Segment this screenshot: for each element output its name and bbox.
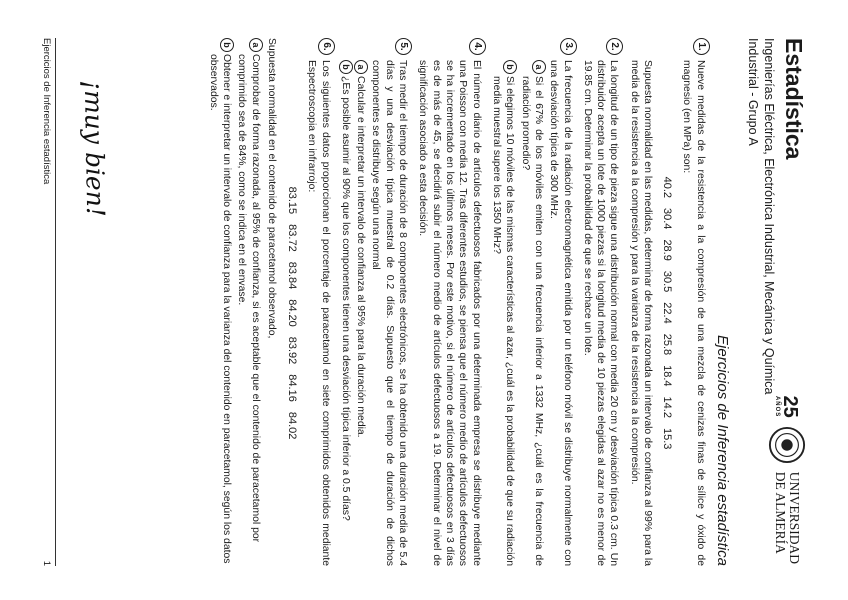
university-name: UNIVERSIDAD DE ALMERÍA (773, 471, 803, 564)
exercise-text: El número diario de artículos defectuosos fabricados por una determinada empresa se distribuye mediante una Poisson con media 12. Tras diferentes estudios, se piensa que el número medio de artículos defectuosos se ha incrementado en los últimos meses. Por este motivo, si el número de artículos defectuosos en 3 días es de más de 45, se decidirá subir el número medio de artículos defectuosos a 19. Determinar el nivel de significación asociado a esta decisión. (417, 60, 482, 566)
exercise-1 (627, 38, 706, 566)
subquestion-letter: b (503, 60, 517, 74)
sheet-title: Ejercicios de Inferencia estadística (714, 335, 731, 566)
exercise-number: 5. (395, 38, 412, 55)
subquestion-letter: a (249, 38, 263, 52)
exercise-number: 2. (606, 38, 623, 55)
subquestion-letter: b (220, 38, 234, 52)
exercise-3 (490, 38, 574, 566)
subquestion-a: a Comprobar de forma razonada, al 95% de confianza, si es aceptable que el contenido de paracetamol por comprimido sea de 84%, como se indica en el envase. (235, 38, 262, 566)
exercise-text: Los siguientes datos proporcionan el porcentaje de paracetamol en siete comprimidos obtenidos mediante Espectroscopia en infrarrojo: (306, 60, 331, 566)
subquestion-a: a Calcular e interpretar un intervalo de confianza al 95% para la duración media. (354, 60, 367, 566)
page-title: Estadística (781, 38, 807, 160)
subquestion-a: a Si el 67% de los móviles emiten con una frecuencia inferior a 1332 MHz, ¿cuál es la frecuencia de radiación promedio? (518, 60, 545, 566)
subquestion-b: b Si elegimos 10 móviles de las mismas características al azar, ¿cuál es la probabilidad de que su radiación media muestral supere los 1350 MHz? (490, 60, 517, 566)
exercise-text: Tras medir el tiempo de duración de 8 componentes electrónicos, se ha obtenido una duración media de 5.4 días y una desviación típica muestral de 0.2 días. Supuesto que el tiempo de duración de dichos componentes se distribuye según una normal (370, 60, 409, 566)
exercise-6 (285, 38, 332, 566)
anniversary-logo: 25 AÑOS (774, 395, 801, 418)
footer (40, 38, 56, 566)
exercise-number: 6. (318, 38, 335, 55)
data-row: 40.230.428.930.522.425.818.414.215.3 (661, 176, 674, 450)
exercise-number: 3. (560, 38, 577, 55)
exercise-text: La frecuencia de la radiación electromagnética emitida por un teléfono móvil se distribuye normalmente con una desviación típica de 300 MHz. (548, 60, 573, 566)
exercise-text: La longitud de un tipo de pieza sigue una distribución normal con media 20 cm y desviación típica 0.3 cm. Un distribuidor acepta un lote de 1000 piezas si la longitud media de 10 piezas elegidas al azar no es menor de 19.85 cm. Determinar la probabilidad de que se rechace un lote. (581, 60, 620, 566)
exercise-text: Nueve medidas de la resistencia a la compresión de una mezcla de cenizas finas de sílice y óxido de magnesio (en MPa) son: (681, 60, 706, 566)
course-subtitle: Ingenierías Eléctrica, Electrónica Industrial, Mecánica y Química Industrial - Grupo A (745, 38, 776, 395)
data-row: 83.1583.7283.8484.2083.9284.1684.02 (285, 186, 298, 440)
normality-note: Supuesta normalidad en el contenido de paracetamol observado, (265, 38, 277, 339)
subquestion-letter: a (532, 60, 546, 74)
page-number: 1 (41, 560, 52, 566)
footer-title: Ejercicios de Inferencia estadística (41, 38, 52, 185)
header (736, 38, 808, 566)
exercise-text-after: Supuesta normalidad en las medidas, determinar de forma razonada un intervalo de confianza al 99% para la media de la resistencia a la compresión y para la varianza de la resistencia a la compresión. (628, 60, 654, 566)
exercise-number: 4. (469, 38, 486, 55)
exercise-2 (581, 38, 621, 566)
exercise-number: 1. (693, 38, 710, 55)
university-seal-icon (768, 426, 806, 464)
exercise-5 (339, 38, 410, 566)
subquestion-letter: b (339, 60, 353, 74)
logos (768, 396, 806, 565)
subquestion-letter: a (354, 60, 368, 74)
handwritten-note: ¡muy bien! (78, 79, 111, 218)
subquestion-b: b ¿Es posible asumir al 90% que los componentes tienen una desviación típica inferior a 0.5 días? (339, 60, 352, 566)
subquestion-b: b Obtener e interpretar un intervalo de confianza para la varianza del contenido en paracetamol, según los datos observados. (206, 38, 233, 566)
exercise-4 (416, 38, 483, 566)
